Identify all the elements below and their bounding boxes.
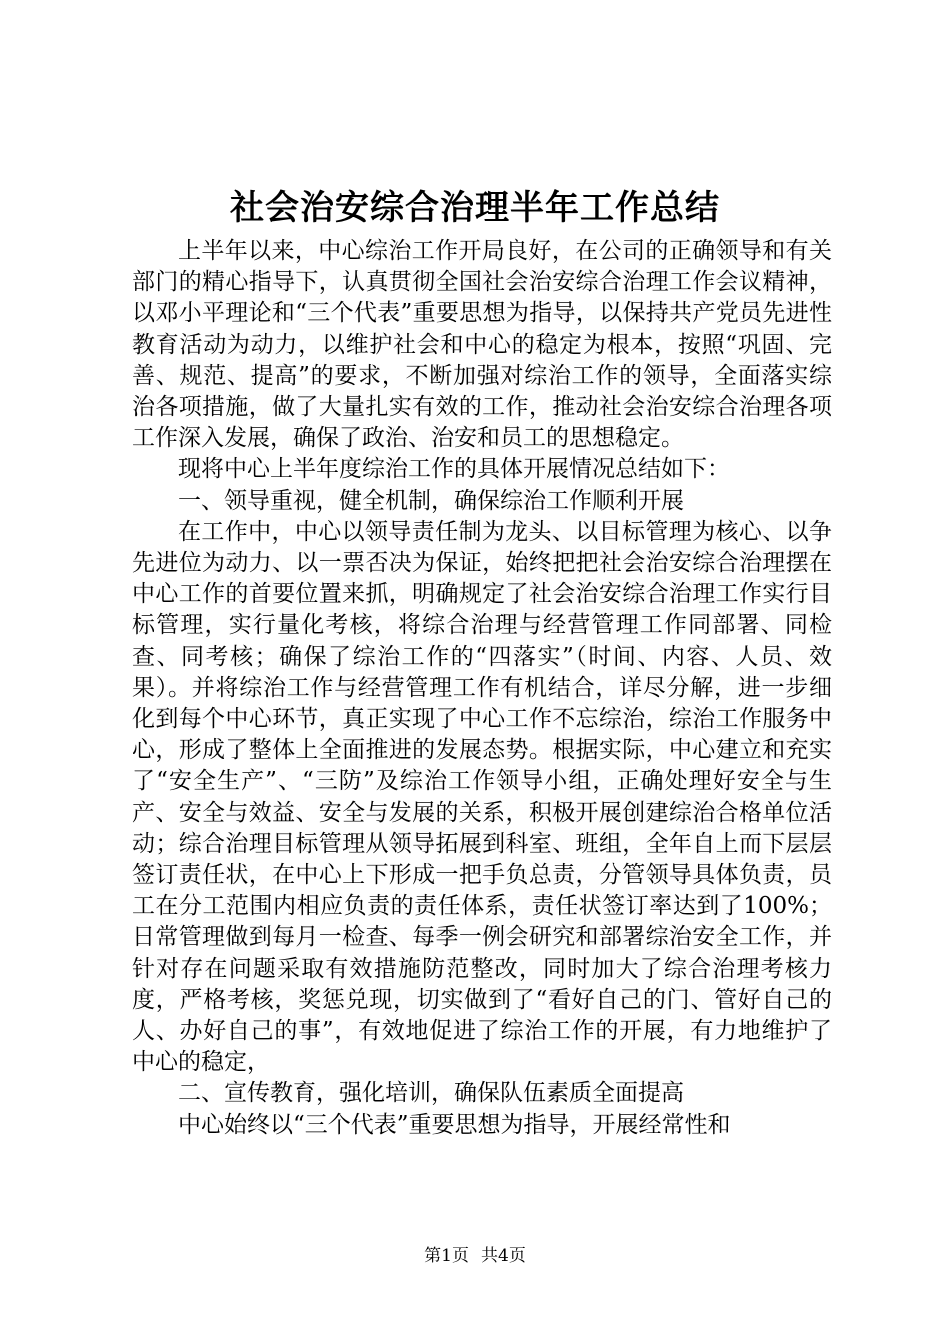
document-title: 社会治安综合治理半年工作总结: [230, 188, 720, 228]
paragraph-intro: 上半年以来，中心综治工作开局良好，在公司的正确领导和有关部门的精心指导下，认真贯彻全国社会治安综合治理工作会议精神，以邓小平理论和“三个代表”重要思想为指导，以保持共产党员先进性教育活动为动力，以维护社会和中心的稳定为根本，按照“巩固、完善、规范、提高”的要求，不断加强对综治工作的领导，全面落实综治各项措施，做了大量扎实有效的工作，推动社会治安综合治理各项工作深入发展，确保了政治、治安和员工的思想稳定。: [132, 238, 832, 452]
paragraph-summary-lead: 现将中心上半年度综治工作的具体开展情况总结如下：: [178, 456, 730, 483]
paragraph-section-1: 在工作中，中心以领导责任制为龙头、以目标管理为核心、以争先进位为动力、以一票否决为保证，始终把把社会治安综合治理摆在中心工作的首要位置来抓，明确规定了社会治安综合治理工作实行目标管理，实行量化考核，将综合治理与经营管理工作同部署、同检查、同考核；确保了综治工作的“四落实”（时间、内容、人员、效果）。并将综治工作与经营管理工作有机结合，详尽分解，进一步细化到每个中心环节，真正实现了中心工作不忘综治，综治工作服务中心，形成了整体上全面推进的发展态势。根据实际，中心建立和充实了“安全生产”、“三防”及综治工作领导小组，正确处理好安全与生产、安全与效益、安全与发展的关系，积极开展创建综治合格单位活动；综合治理目标管理从领导拓展到科室、班组，全年自上而下层层签订责任状，在中心上下形成一把手负总责，分管领导具体负责，员工在分工范围内相应负责的责任体系，责任状签订率达到了100%；日常管理做到每月一检查、每季一例会研究和部署综治安全工作，并针对存在问题采取有效措施防范整改，同时加大了综合治理考核力度，严格考核，奖惩兑现，切实做到了“看好自己的门、管好自己的人、办好自己的事”，有效地促进了综治工作的开展，有力地维护了中心的稳定，: [132, 518, 832, 1076]
document-body: [132, 236, 832, 1141]
page-footer: [0, 1244, 950, 1268]
section-heading-2: 二、宣传教育，强化培训，确保队伍素质全面提高: [178, 1080, 684, 1107]
section-heading-1: 一、领导重视，健全机制，确保综治工作顺利开展: [178, 487, 684, 514]
page-total: 共4页: [481, 1246, 526, 1266]
page-number: 第1页: [424, 1246, 469, 1266]
paragraph-section-2: 中心始终以“三个代表”重要思想为指导，开展经常性和: [178, 1111, 731, 1138]
